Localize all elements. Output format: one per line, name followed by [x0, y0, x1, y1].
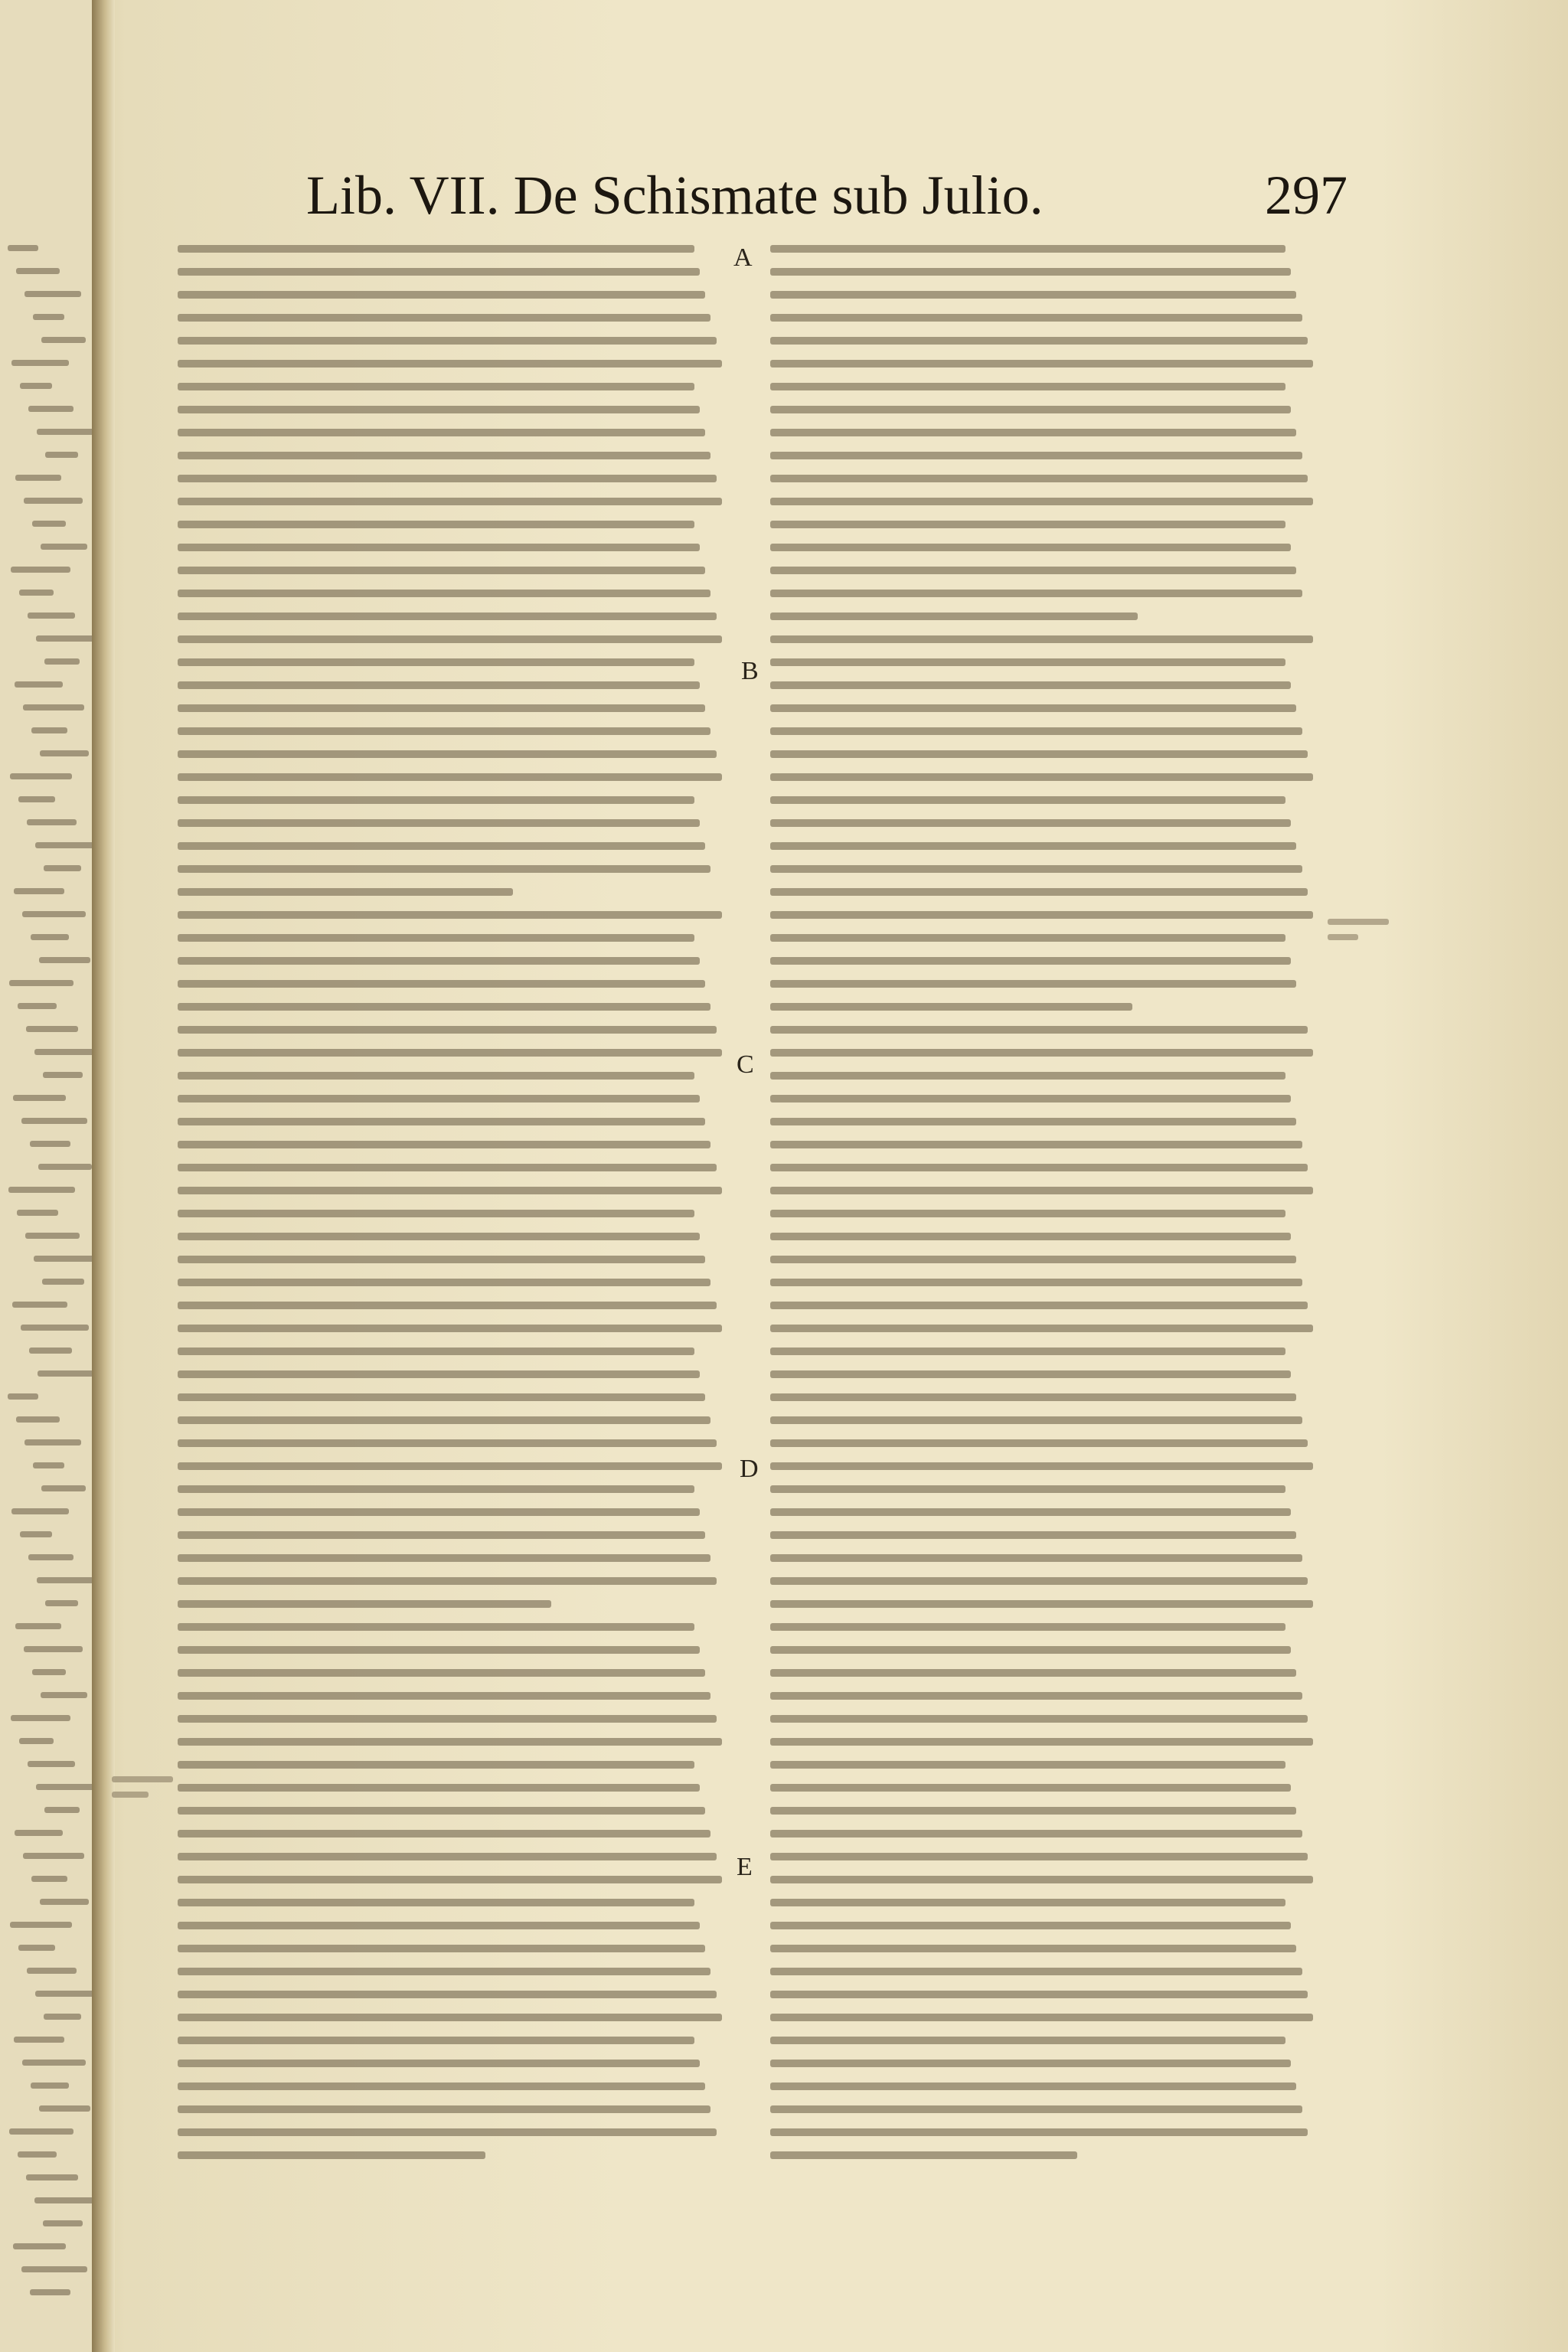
text-line	[770, 1279, 1302, 1286]
prev-page-text-line	[39, 2105, 90, 2112]
text-line	[770, 2128, 1308, 2136]
text-line	[178, 1922, 700, 1929]
text-line	[178, 1646, 700, 1654]
text-line	[770, 2014, 1313, 2021]
text-line	[178, 1462, 722, 1470]
prev-page-text-line	[18, 1945, 55, 1951]
prev-page-text-line	[23, 1853, 84, 1859]
text-line	[770, 1830, 1302, 1838]
prev-page-text-line	[22, 911, 86, 917]
prev-page-text-line	[24, 291, 81, 297]
prev-page-text-line	[30, 2289, 70, 2295]
prev-page-text-line	[8, 245, 38, 251]
text-line	[770, 1715, 1308, 1723]
prev-page-text-line	[24, 1646, 83, 1652]
text-line	[770, 521, 1285, 528]
text-line	[178, 1669, 705, 1677]
text-line	[178, 2151, 485, 2159]
text-line	[770, 590, 1302, 597]
prev-page-text-line	[41, 337, 86, 343]
text-line	[178, 1256, 705, 1263]
prev-page-text-line	[29, 1348, 72, 1354]
text-line	[770, 658, 1285, 666]
text-line	[770, 2037, 1285, 2044]
text-line	[178, 2037, 694, 2044]
text-line	[770, 1393, 1296, 1401]
text-line	[178, 1095, 700, 1102]
prev-page-text-line	[43, 2220, 83, 2226]
text-line	[770, 842, 1296, 850]
text-line	[770, 1049, 1313, 1057]
text-line	[178, 2014, 722, 2021]
text-line	[770, 1991, 1308, 1998]
prev-page-text-line	[18, 796, 55, 802]
prev-page-text-line	[15, 681, 63, 688]
prev-page-text-line	[14, 2037, 64, 2043]
text-line	[178, 245, 694, 253]
text-line	[178, 429, 705, 436]
text-line	[178, 1784, 700, 1792]
prev-page-text-line	[9, 980, 74, 986]
text-line	[178, 1348, 694, 1355]
section-marker-b: B	[741, 657, 759, 685]
prev-page-text-line	[44, 2014, 81, 2020]
prev-page-text-line	[14, 888, 64, 894]
text-line	[178, 360, 722, 368]
text-line	[770, 498, 1313, 505]
margin-note-left	[112, 1776, 181, 1802]
text-line	[770, 727, 1302, 735]
prev-page-text-line	[45, 1600, 78, 1606]
prev-page-text-line	[27, 1968, 77, 1974]
text-line	[178, 1233, 700, 1240]
text-line	[770, 452, 1302, 459]
text-line	[178, 773, 722, 781]
text-line	[770, 704, 1296, 712]
text-line	[770, 1141, 1302, 1148]
text-line	[178, 911, 722, 919]
text-line	[770, 1164, 1308, 1171]
text-line	[770, 1600, 1313, 1608]
prev-page-text-line	[37, 429, 92, 435]
prev-page-text-line	[22, 2060, 86, 2066]
text-line	[178, 957, 700, 965]
text-line	[178, 1485, 694, 1493]
prev-page-text-line	[26, 1026, 78, 1032]
text-line	[178, 1508, 700, 1516]
prev-page-text-line	[11, 567, 70, 573]
prev-page-text-line	[11, 1715, 70, 1721]
text-line	[178, 452, 710, 459]
prev-page-text-line	[32, 1669, 66, 1675]
text-line	[178, 1853, 717, 1860]
text-line	[178, 865, 710, 873]
prev-page-text-line	[23, 704, 84, 710]
text-line	[770, 612, 1138, 620]
text-line	[178, 1279, 710, 1286]
text-line	[770, 1416, 1302, 1424]
text-line	[770, 1761, 1285, 1769]
text-line	[770, 245, 1285, 253]
text-line	[178, 612, 717, 620]
text-line	[178, 980, 705, 988]
prev-page-text-line	[35, 842, 92, 848]
text-line	[770, 1807, 1296, 1815]
text-line	[770, 1256, 1296, 1263]
text-line	[770, 1669, 1296, 1677]
text-line	[178, 796, 694, 804]
text-line	[178, 842, 705, 850]
prev-page-text-line	[31, 727, 67, 733]
prev-page-text-line	[33, 314, 64, 320]
text-line	[178, 337, 717, 345]
text-line	[770, 1508, 1291, 1516]
prev-page-text-line	[13, 1095, 66, 1101]
text-line	[178, 1164, 717, 1171]
right-column	[770, 245, 1318, 2174]
text-line	[770, 934, 1285, 942]
text-line	[770, 980, 1296, 988]
text-line	[770, 1118, 1296, 1125]
section-marker-e: E	[737, 1853, 753, 1881]
text-line	[178, 727, 710, 735]
prev-page-text-line	[38, 1370, 92, 1377]
text-line	[178, 1141, 710, 1148]
text-line	[178, 1439, 717, 1447]
prev-page-text-line	[12, 1302, 67, 1308]
text-line	[770, 819, 1291, 827]
running-header	[306, 161, 1348, 230]
text-line	[178, 1876, 722, 1883]
text-line	[178, 1026, 717, 1034]
running-title: Lib. VII. De Schismate sub Julio.	[306, 165, 1044, 226]
prev-page-text-line	[21, 1118, 87, 1124]
prev-page-text-line	[30, 1141, 70, 1147]
text-line	[770, 681, 1291, 689]
text-line	[178, 2082, 705, 2090]
text-line	[178, 934, 694, 942]
text-line	[178, 1830, 710, 1838]
folio-number: 297	[1265, 165, 1348, 226]
prev-page-text-line	[36, 635, 92, 642]
book-gutter	[92, 0, 115, 2352]
text-line	[178, 1577, 717, 1585]
prev-page-text-line	[21, 1325, 89, 1331]
prev-page-text-line	[34, 1256, 92, 1262]
prev-page-text-line	[40, 1899, 89, 1905]
text-line	[770, 1325, 1313, 1332]
text-line	[178, 2105, 710, 2113]
text-line	[770, 1876, 1313, 1883]
text-line	[770, 1646, 1291, 1654]
text-line	[178, 1761, 694, 1769]
prev-page-text-line	[39, 957, 90, 963]
prev-page-text-line	[34, 2197, 92, 2203]
text-line	[770, 1233, 1291, 1240]
previous-page-edge	[0, 0, 92, 2352]
prev-page-text-line	[42, 1279, 84, 1285]
text-line	[178, 750, 717, 758]
text-line	[178, 1600, 551, 1608]
text-line	[770, 1370, 1291, 1378]
text-line	[178, 291, 705, 299]
text-line	[178, 383, 694, 390]
text-line	[178, 1554, 710, 1562]
text-line	[770, 2082, 1296, 2090]
prev-page-text-line	[16, 268, 60, 274]
text-line	[178, 567, 705, 574]
text-line	[770, 291, 1296, 299]
text-line	[770, 475, 1308, 482]
prev-page-text-line	[27, 819, 77, 825]
text-line	[178, 1325, 722, 1332]
prev-page-text-line	[15, 475, 61, 481]
text-line	[770, 1531, 1296, 1539]
text-line	[178, 658, 694, 666]
text-line	[770, 1899, 1285, 1906]
text-line	[770, 1095, 1291, 1102]
text-line	[770, 544, 1291, 551]
margin-note-right	[1328, 919, 1396, 945]
text-line	[770, 957, 1291, 965]
text-line	[770, 911, 1313, 919]
prev-page-text-line	[15, 1623, 61, 1629]
text-line	[770, 406, 1291, 413]
prev-page-text-line	[28, 1761, 75, 1767]
text-line	[178, 1302, 717, 1309]
text-line	[770, 1577, 1308, 1585]
prev-page-text-line	[19, 1738, 54, 1744]
text-line	[178, 819, 700, 827]
text-line	[770, 773, 1313, 781]
prev-page-text-line	[44, 865, 81, 871]
prev-page-text-line	[41, 1692, 87, 1698]
text-line	[178, 1807, 705, 1815]
text-line	[770, 1738, 1313, 1746]
prev-page-text-line	[20, 1531, 52, 1537]
prev-page-text-line	[36, 1784, 92, 1790]
text-line	[178, 406, 700, 413]
text-line	[178, 544, 700, 551]
text-line	[770, 1187, 1313, 1194]
prev-page-text-line	[41, 544, 87, 550]
text-line	[178, 1692, 710, 1700]
text-line	[178, 498, 722, 505]
text-line	[178, 1416, 710, 1424]
text-line	[770, 1784, 1291, 1792]
prev-page-text-line	[43, 1072, 83, 1078]
prev-page-text-line	[31, 1876, 67, 1882]
prev-page-text-line	[35, 1991, 92, 1997]
text-line	[178, 1370, 700, 1378]
prev-page-text-line	[10, 1922, 72, 1928]
text-line	[178, 1715, 717, 1723]
text-line	[178, 475, 717, 482]
text-line	[770, 750, 1308, 758]
prev-page-text-line	[28, 1554, 74, 1560]
text-line	[770, 1462, 1313, 1470]
text-line	[770, 429, 1296, 436]
prev-page-text-line	[28, 612, 75, 619]
section-marker-c: C	[737, 1050, 754, 1079]
text-line	[770, 383, 1285, 390]
text-line	[178, 1003, 710, 1011]
prev-page-text-line	[10, 773, 72, 779]
text-line	[770, 1439, 1308, 1447]
text-line	[770, 567, 1296, 574]
text-line	[178, 1899, 694, 1906]
prev-page-text-line	[20, 383, 52, 389]
text-line	[770, 1003, 1132, 1011]
prev-page-text-line	[26, 2174, 78, 2180]
text-line	[178, 681, 700, 689]
prev-page-text-line	[33, 1462, 64, 1468]
text-line	[770, 865, 1302, 873]
prev-page-text-line	[44, 658, 80, 665]
prev-page-text-line	[21, 2266, 87, 2272]
text-line	[178, 1187, 722, 1194]
prev-page-text-line	[45, 452, 78, 458]
text-line	[770, 2151, 1077, 2159]
prev-page-text-line	[18, 2151, 57, 2158]
text-line	[770, 1485, 1285, 1493]
prev-page-text-line	[24, 498, 83, 504]
text-line	[770, 1026, 1308, 1034]
text-line	[178, 268, 700, 276]
prev-page-text-line	[9, 2128, 74, 2135]
prev-page-text-line	[16, 1416, 60, 1423]
prev-page-text-line	[18, 1003, 57, 1009]
text-line	[770, 635, 1313, 643]
text-line	[178, 1072, 694, 1080]
prev-page-text-line	[17, 1210, 58, 1216]
text-line	[770, 1968, 1302, 1975]
prev-page-text-line	[34, 1049, 92, 1055]
text-line	[178, 704, 705, 712]
prev-page-text-line	[11, 1508, 69, 1514]
text-line	[770, 796, 1285, 804]
left-column	[178, 245, 727, 2174]
prev-page-text-line	[8, 1393, 38, 1400]
prev-page-text-line	[37, 1577, 92, 1583]
prev-page-text-line	[13, 2243, 66, 2249]
text-line	[770, 1072, 1285, 1080]
text-line	[770, 2060, 1291, 2067]
text-line	[770, 314, 1302, 322]
text-line	[770, 1302, 1308, 1309]
prev-page-text-line	[25, 1233, 80, 1239]
text-line	[770, 1692, 1302, 1700]
text-line	[178, 1945, 705, 1952]
prev-page-text-line	[24, 1439, 81, 1446]
text-line	[178, 1049, 722, 1057]
text-line	[770, 2105, 1302, 2113]
text-line	[178, 1118, 705, 1125]
prev-page-text-line	[11, 360, 69, 366]
text-line	[770, 1853, 1308, 1860]
prev-page-text-line	[15, 1830, 63, 1836]
text-line	[178, 1738, 722, 1746]
text-line	[178, 590, 710, 597]
text-line	[178, 1968, 710, 1975]
prev-page-text-line	[41, 1485, 86, 1491]
text-line	[770, 1945, 1296, 1952]
prev-page-text-line	[32, 521, 66, 527]
prev-page-text-line	[8, 1187, 75, 1193]
text-line	[178, 635, 722, 643]
text-line	[178, 1991, 717, 1998]
text-line	[770, 888, 1308, 896]
text-line	[178, 314, 710, 322]
text-line	[178, 1393, 705, 1401]
text-line	[770, 337, 1308, 345]
text-line	[178, 888, 513, 896]
prev-page-text-line	[31, 2082, 69, 2089]
prev-page-text-line	[38, 1164, 92, 1170]
text-line	[770, 1623, 1285, 1631]
text-line	[178, 2060, 700, 2067]
prev-page-text-line	[31, 934, 69, 940]
text-line	[770, 1554, 1302, 1562]
text-line	[178, 1623, 694, 1631]
text-line	[770, 360, 1313, 368]
section-marker-d: D	[740, 1455, 759, 1483]
text-line	[770, 1210, 1285, 1217]
text-line	[770, 268, 1291, 276]
text-line	[178, 1531, 705, 1539]
prev-page-text-line	[28, 406, 74, 412]
section-marker-a: A	[733, 243, 753, 272]
prev-page-text-line	[44, 1807, 80, 1813]
text-line	[770, 1922, 1291, 1929]
prev-page-text-line	[19, 590, 54, 596]
prev-page-text-line	[40, 750, 89, 756]
text-line	[178, 521, 694, 528]
text-line	[770, 1348, 1285, 1355]
text-line	[178, 1210, 694, 1217]
text-line	[178, 2128, 717, 2136]
